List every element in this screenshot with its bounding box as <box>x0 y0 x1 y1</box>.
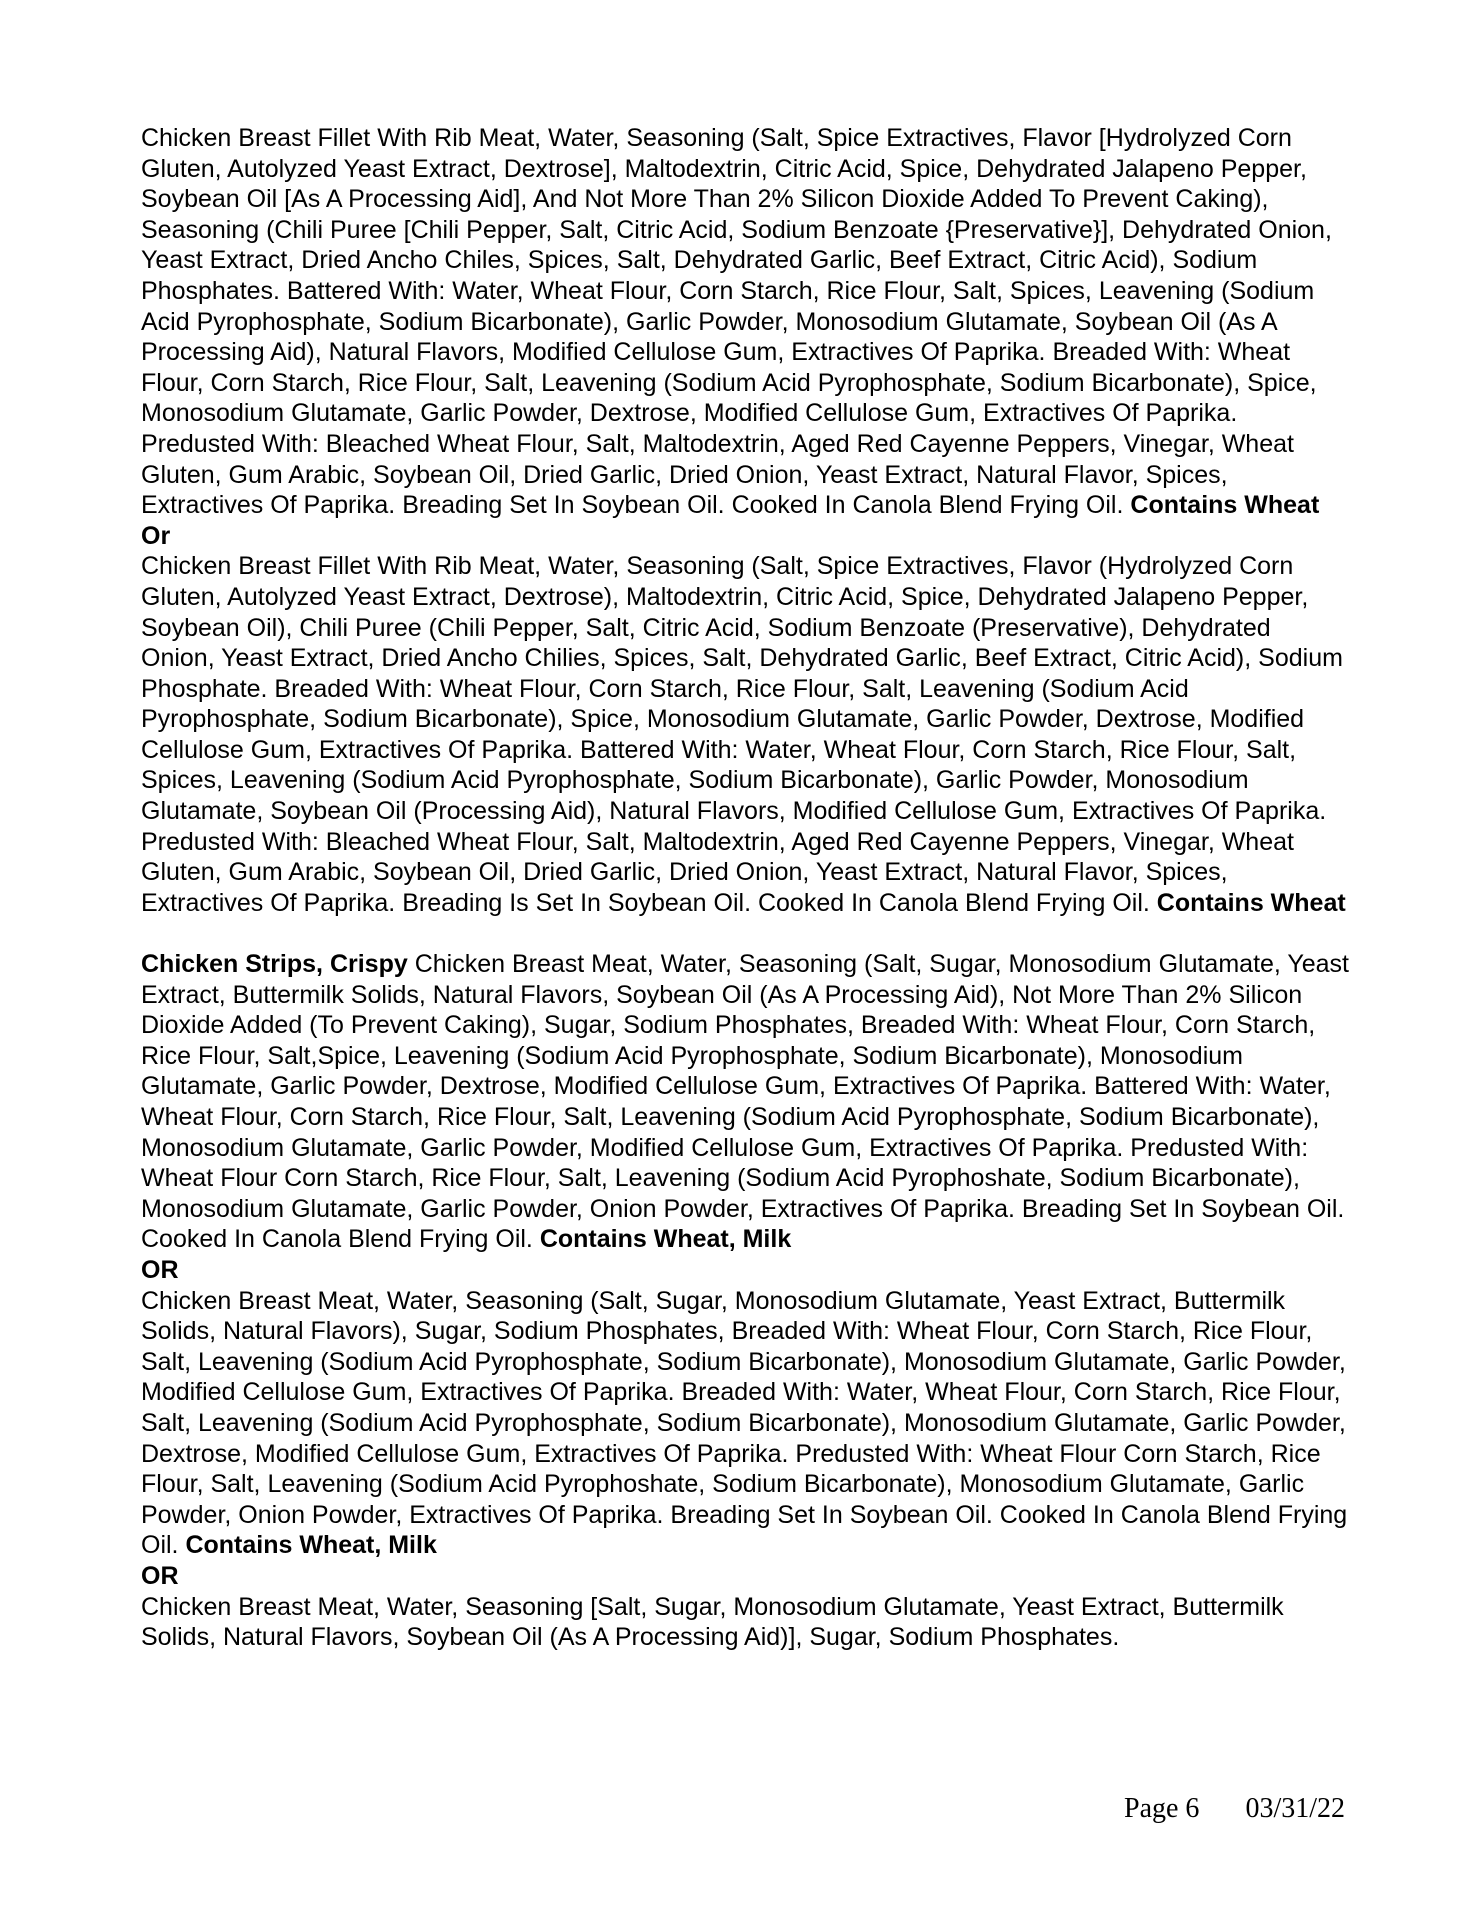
allergen-statement: Contains Wheat, Milk <box>185 1531 437 1560</box>
product-title: Chicken Strips, Crispy <box>141 950 408 979</box>
ingredient-paragraph <box>141 123 1351 521</box>
allergen-statement: Contains Wheat, Milk <box>539 1225 792 1254</box>
document-body <box>141 123 1351 1653</box>
page-footer <box>1124 1793 1345 1825</box>
paragraph-gap <box>141 918 1351 949</box>
or-separator: Or <box>141 521 171 550</box>
or-separator: OR <box>141 1561 179 1590</box>
ingredient-paragraph <box>141 949 1351 1255</box>
ingredient-paragraph <box>141 1286 1351 1561</box>
page-number: Page 6 <box>1124 1793 1200 1824</box>
ingredient-text: Chicken Breast Fillet With Rib Meat, Water, Seasoning (Salt, Spice Extractives, Flavor (Hydrolyzed Corn Gluten, Autolyzed Yeast Extract, Dextrose), Maltodextrin, Citric Acid, Spice, Dehydrated Jalapeno Pepper, Soybean Oil), Chili Puree (Chili Pepper, Salt, Citric Acid, Sodium Benzoate (Preservative), Dehydrated Onion, Yeast Extract, Dried Ancho Chilies, Spices, Salt, Dehydrated Garlic, Beef Extract, Citric Acid), Sodium Phosphate. Breaded With: Wheat Flour, Corn Starch, Rice Flour, Salt, Leavening (Sodium Acid Pyrophosphate, Sodium Bicarbonate), Spice, Monosodium Glutamate, Garlic Powder, Dextrose, Modified Cellulose Gum, Extractives Of Paprika. Battered With: Water, Wheat Flour, Corn Starch, Rice Flour, Salt, Spices, Leavening (Sodium Acid Pyrophosphate, Sodium Bicarbonate), Garlic Powder, Monosodium Glutamate, Soybean Oil (Processing Aid), Natural Flavors, Modified Cellulose Gum, Extractives Of Paprika. Predusted With: Bleached Wheat Flour, Salt, Maltodextrin, Aged Red Cayenne Peppers, Vinegar, Wheat Gluten, Gum Arabic, Soybean Oil, Dried Garlic, Dried Onion, Yeast Extract, Natural Flavor, Spices, Extractives Of Paprika. Breading Is Set In Soybean Oil. Cooked In Canola Blend Frying Oil. <box>141 552 1343 917</box>
or-separator: OR <box>141 1255 179 1284</box>
ingredient-text: Chicken Breast Meat, Water, Seasoning [Salt, Sugar, Monosodium Glutamate, Yeast Extract, Buttermilk Solids, Natural Flavors, Soybean Oil (As A Processing Aid)], Sugar, Sodium Phosphates. <box>141 1592 1284 1652</box>
footer-date: 03/31/22 <box>1245 1793 1345 1824</box>
ingredient-paragraph <box>141 551 1351 918</box>
allergen-statement: Contains Wheat <box>1130 491 1320 520</box>
ingredient-paragraph <box>141 1592 1351 1653</box>
ingredient-text: Chicken Breast Fillet With Rib Meat, Water, Seasoning (Salt, Spice Extractives, Flavor [Hydrolyzed Corn Gluten, Autolyzed Yeast Extract, Dextrose], Maltodextrin, Citric Acid, Spice, Dehydrated Jalapeno Pepper, Soybean Oil [As A Processing Aid], And Not More Than 2% Silicon Dioxide Added To Prevent Caking), Seasoning (Chili Puree [Chili Pepper, Salt, Citric Acid, Sodium Benzoate {Preservative}], Dehydrated Onion, Yeast Extract, Dried Ancho Chiles, Spices, Salt, Dehydrated Garlic, Beef Extract, Citric Acid), Sodium Phosphates. Battered With: Water, Wheat Flour, Corn Starch, Rice Flour, Salt, Spices, Leavening (Sodium Acid Pyrophosphate, Sodium Bicarbonate), Garlic Powder, Monosodium Glutamate, Soybean Oil (As A Processing Aid), Natural Flavors, Modified Cellulose Gum, Extractives Of Paprika. Breaded With: Wheat Flour, Corn Starch, Rice Flour, Salt, Leavening (Sodium Acid Pyrophosphate, Sodium Bicarbonate), Spice, Monosodium Glutamate, Garlic Powder, Dextrose, Modified Cellulose Gum, Extractives Of Paprika. Predusted With: Bleached Wheat Flour, Salt, Maltodextrin, Aged Red Cayenne Peppers, Vinegar, Wheat Gluten, Gum Arabic, Soybean Oil, Dried Garlic, Dried Onion, Yeast Extract, Natural Flavor, Spices, Extractives Of Paprika. Breading Set In Soybean Oil. Cooked In Canola Blend Frying Oil. <box>141 124 1332 520</box>
allergen-statement: Contains Wheat <box>1156 888 1346 917</box>
ingredient-text: Chicken Breast Meat, Water, Seasoning (Salt, Sugar, Monosodium Glutamate, Yeast Extract, Buttermilk Solids, Natural Flavors), Sugar, Sodium Phosphates, Breaded With: Wheat Flour, Corn Starch, Rice Flour, Salt, Leavening (Sodium Acid Pyrophosphate, Sodium Bicarbonate), Monosodium Glutamate, Garlic Powder, Modified Cellulose Gum, Extractives Of Paprika. Breaded With: Water, Wheat Flour, Corn Starch, Rice Flour, Salt, Leavening (Sodium Acid Pyrophosphate, Sodium Bicarbonate), Monosodium Glutamate, Garlic Powder, Dextrose, Modified Cellulose Gum, Extractives Of Paprika. Predusted With: Wheat Flour Corn Starch, Rice Flour, Salt, Leavening (Sodium Acid Pyrophoshate, Sodium Bicarbonate), Monosodium Glutamate, Garlic Powder, Onion Powder, Extractives Of Paprika. Breading Set In Soybean Oil. Cooked In Canola Blend Frying Oil. <box>141 1286 1348 1560</box>
ingredient-text: Chicken Breast Meat, Water, Seasoning (Salt, Sugar, Monosodium Glutamate, Yeast Extract, Buttermilk Solids, Natural Flavors, Soybean Oil (As A Processing Aid), Not More Than 2% Silicon Dioxide Added (To Prevent Caking), Sugar, Sodium Phosphates, Breaded With: Wheat Flour, Corn Starch, Rice Flour, Salt,Spice, Leavening (Sodium Acid Pyrophosphate, Sodium Bicarbonate), Monosodium Glutamate, Garlic Powder, Dextrose, Modified Cellulose Gum, Extractives Of Paprika. Battered With: Water, Wheat Flour, Corn Starch, Rice Flour, Salt, Leavening (Sodium Acid Pyrophosphate, Sodium Bicarbonate), Monosodium Glutamate, Garlic Powder, Modified Cellulose Gum, Extractives Of Paprika. Predusted With: Wheat Flour Corn Starch, Rice Flour, Salt, Leavening (Sodium Acid Pyrophoshate, Sodium Bicarbonate), Monosodium Glutamate, Garlic Powder, Onion Powder, Extractives Of Paprika. Breading Set In Soybean Oil. Cooked In Canola Blend Frying Oil. <box>141 950 1349 1254</box>
